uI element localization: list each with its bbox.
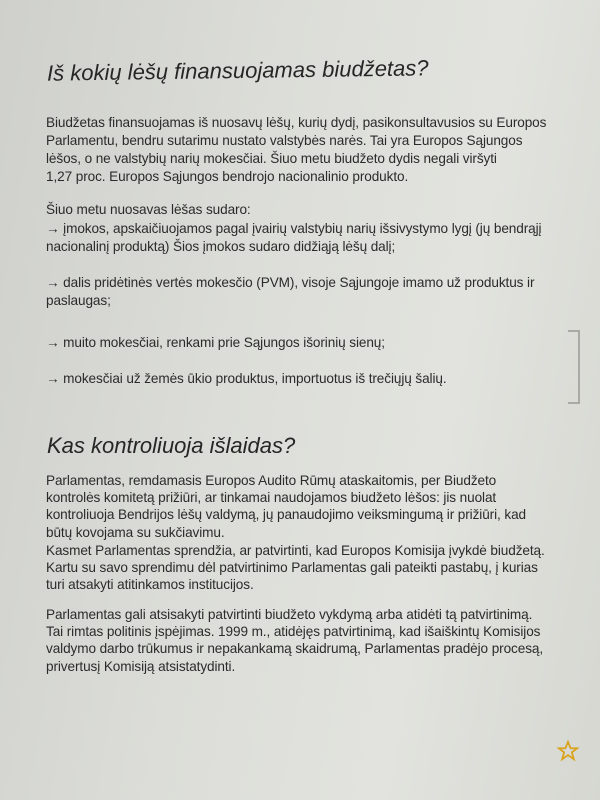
list-item: nacionalinį produktą) Šios įmokos sudaro didžiąją lėšų dalį; <box>46 239 396 254</box>
text-line: kontroliuoja Bendrijos lėšų valdymą, jų panaudojimo veiksmingumą ir prižiūri, kad <box>46 507 526 522</box>
text-line: Kasmet Parlamentas sprendžia, ar patvirtinti, kad Europos Komisija įvykdė biudžetą. <box>46 543 545 558</box>
list-item: → įmokos, apskaičiuojamos pagal įvairių valstybių narių išsivystymo lygį (jų bendrąjį <box>46 221 542 236</box>
text-line: Kartu su savo sprendimu dėl patvirtinimo Parlamentas gali pateikti pastabų, į kurias <box>46 560 538 575</box>
list-item: paslaugas; <box>46 293 111 308</box>
text-line: turi atsakyti atitinkamos institucijos. <box>46 577 254 592</box>
text-line: kontrolės komitetą prižiūri, ar tinkamai naudojamos biudžeto lėšos: jis nuolat <box>46 490 497 505</box>
text-line: lėšos, o ne valstybių narių mokesčiai. Šiuo metu biudžeto dydis negali viršyti <box>46 151 497 166</box>
text-line: būtų kovojama su sukčiavimu. <box>46 525 225 540</box>
section-heading: Kas kontroliuoja išlaidas? <box>47 433 296 458</box>
list-item: → mokesčiai už žemės ūkio produktus, importuotus iš trečiųjų šalių. <box>46 371 447 386</box>
text-line: Parlamentas, remdamasis Europos Audito Rūmų ataskaitomis, per Biudžeto <box>46 473 497 488</box>
text-line: Parlamentas gali atsisakyti patvirtinti biudžeto vykdymą arba atidėti tą patvirtinimą. <box>46 607 533 622</box>
section-heading: Iš kokių lėšų finansuojamas biudžetas? <box>46 55 429 86</box>
list-item: → dalis pridėtinės vertės mokesčio (PVM), visoje Sąjungoje imamo už produktus ir <box>46 275 535 290</box>
text-line: privertusį Komisiją atsistatydinti. <box>46 659 236 674</box>
star-icon <box>557 740 579 762</box>
list-item: → muito mokesčiai, renkami prie Sąjungos išorinių sienų; <box>46 335 385 350</box>
bracket-decoration <box>568 330 580 404</box>
text-line: Tai rimtas politinis įspėjimas. 1999 m., atidėjęs patvirtinimą, kad išaiškintų Komisijos <box>46 624 541 639</box>
list-intro: Šiuo metu nuosavas lėšas sudaro: <box>46 202 251 217</box>
text-line: valdymo darbo trūkumus ir nepakankamą skaidrumą, Parlamentas pradėjo procesą, <box>46 641 544 656</box>
text-line: Parlamentu, bendru sutarimu nustato valstybės narės. Tai yra Europos Sąjungos <box>46 133 523 148</box>
text-line: Biudžetas finansuojamas iš nuosavų lėšų, kurių dydį, pasikonsultavusios su Europos <box>46 115 547 130</box>
text-line: 1,27 proc. Europos Sąjungos bendrojo nacionalinio produkto. <box>46 169 409 184</box>
